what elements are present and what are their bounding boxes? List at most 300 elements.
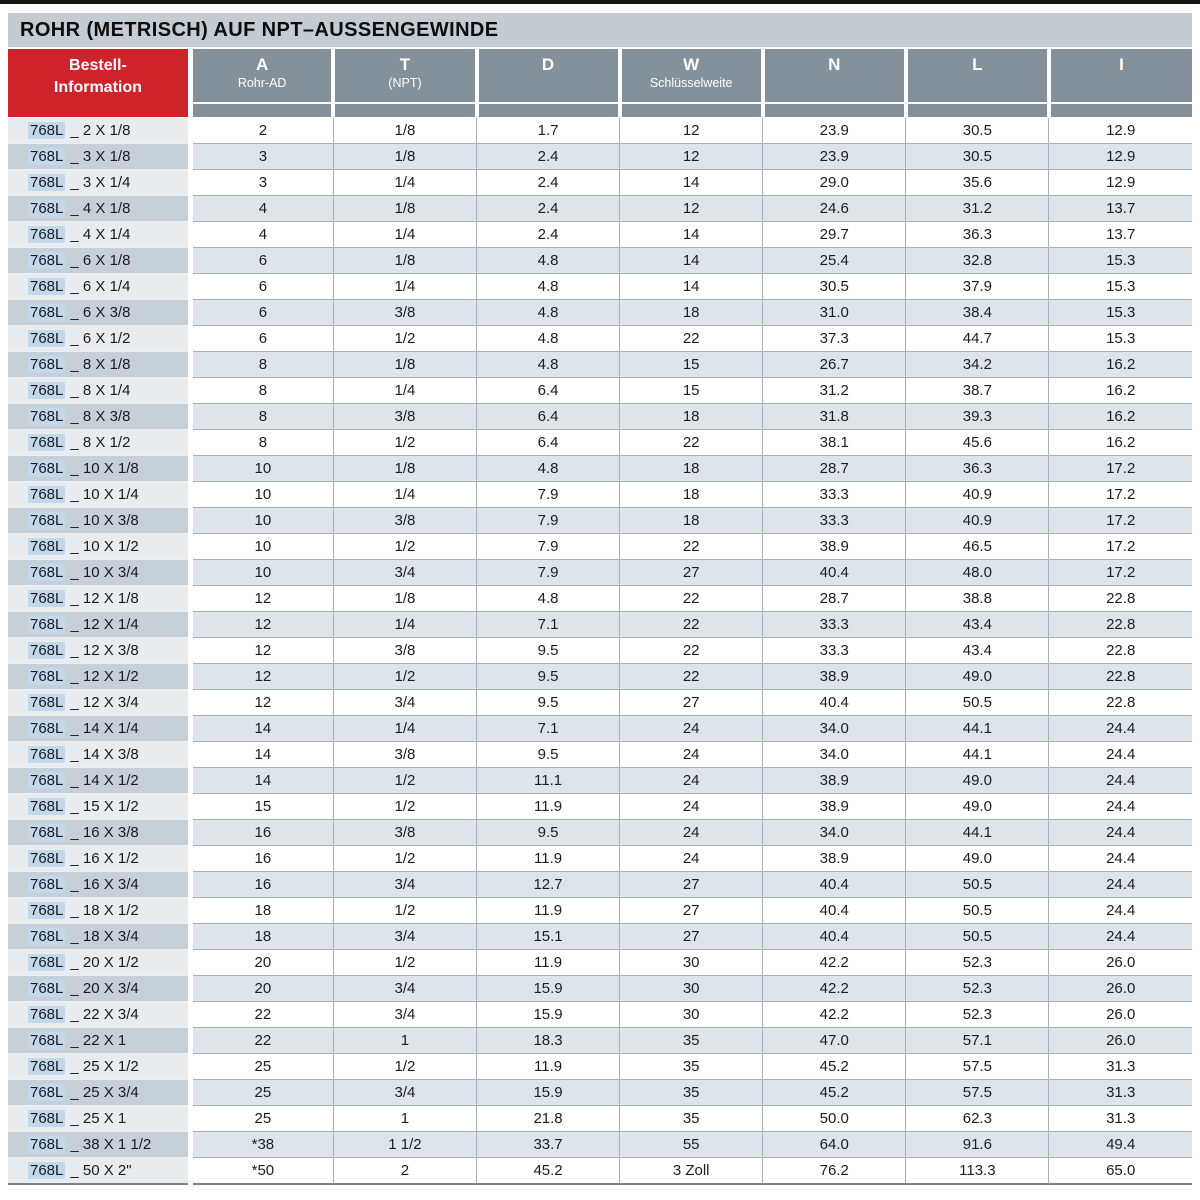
order-code-cell [8,742,190,768]
value-a: 18 [190,898,333,924]
value-l: 91.6 [906,1132,1049,1158]
table-row [8,274,1192,300]
value-a: 10 [190,482,333,508]
value-d: 1.7 [477,118,620,144]
order-code-prefix: 768L [30,148,64,165]
value-d: 6.4 [477,378,620,404]
value-t: 3/8 [333,820,476,846]
table-row [8,170,1192,196]
value-w: 18 [620,456,763,482]
value-l: 50.5 [906,872,1049,898]
order-code-prefix: 768L [30,252,64,269]
value-a: 22 [190,1028,333,1054]
value-w: 3 Zoll [620,1158,763,1184]
value-l: 49.0 [906,768,1049,794]
value-i: 24.4 [1049,872,1192,898]
order-code-rest: _ 10 X 3/4 [70,564,139,581]
order-code-rest: _ 15 X 1/2 [70,798,139,815]
order-code-prefix: 768L [30,460,64,477]
value-a: 25 [190,1054,333,1080]
product-dimension-table [8,49,1192,1185]
order-code-prefix: 768L [30,1110,64,1127]
order-code-rest: _ 4 X 1/4 [70,226,131,243]
col-header-l: L [906,49,1049,118]
value-w: 12 [620,144,763,170]
value-d: 45.2 [477,1158,620,1184]
table-title: ROHR (METRISCH) AUF NPT–AUSSENGEWINDE [8,13,1192,47]
order-code-cell [8,274,190,300]
order-code-prefix: 768L [30,226,64,243]
value-d: 33.7 [477,1132,620,1158]
value-i: 22.8 [1049,638,1192,664]
table-row [8,248,1192,274]
value-a: 6 [190,326,333,352]
order-code-rest: _ 20 X 3/4 [70,980,139,997]
value-w: 30 [620,976,763,1002]
value-a: 3 [190,170,333,196]
value-l: 34.2 [906,352,1049,378]
value-d: 9.5 [477,742,620,768]
value-d: 2.4 [477,144,620,170]
order-code-prefix: 768L [30,850,64,867]
value-l: 44.1 [906,820,1049,846]
value-i: 31.3 [1049,1080,1192,1106]
table-row [8,352,1192,378]
order-code-rest: _ 50 X 2" [70,1161,132,1179]
table-row [8,508,1192,534]
table-row [8,378,1192,404]
value-i: 17.2 [1049,508,1192,534]
table-row [8,196,1192,222]
value-w: 30 [620,950,763,976]
table-row [8,560,1192,586]
order-code-cell [8,508,190,534]
value-l: 30.5 [906,144,1049,170]
value-d: 2.4 [477,170,620,196]
value-l: 52.3 [906,1002,1049,1028]
order-code-rest: _ 3 X 1/8 [70,148,131,165]
order-code-rest: _ 12 X 1/8 [70,590,139,607]
value-n: 64.0 [763,1132,906,1158]
value-w: 24 [620,768,763,794]
value-n: 42.2 [763,1002,906,1028]
order-code-cell [8,664,190,690]
order-code-rest: _ 6 X 1/8 [70,252,131,269]
table-row [8,976,1192,1002]
value-d: 15.9 [477,1080,620,1106]
value-i: 22.8 [1049,690,1192,716]
value-a: 3 [190,144,333,170]
table-row [8,820,1192,846]
value-i: 22.8 [1049,586,1192,612]
col-header-a: A Rohr-AD [190,49,333,118]
order-code-cell [8,1132,190,1158]
order-code-rest: _ 6 X 1/2 [70,330,131,347]
order-code-prefix: 768L [30,174,64,191]
value-t: 3/4 [333,1002,476,1028]
order-code-cell [8,846,190,872]
col-header-t: T (NPT) [333,49,476,118]
order-code-prefix: 768L [30,772,64,789]
value-a: 8 [190,378,333,404]
value-n: 31.0 [763,300,906,326]
value-w: 27 [620,924,763,950]
order-code-cell [8,352,190,378]
value-i: 24.4 [1049,716,1192,742]
value-w: 24 [620,742,763,768]
order-code-prefix: 768L [30,902,64,919]
value-a: 12 [190,586,333,612]
value-n: 40.4 [763,690,906,716]
table-header [8,49,1192,118]
value-w: 27 [620,690,763,716]
order-code-rest: _ 25 X 3/4 [70,1084,139,1101]
value-i: 24.4 [1049,898,1192,924]
value-n: 28.7 [763,586,906,612]
value-n: 34.0 [763,716,906,742]
order-code-rest: _ 4 X 1/8 [70,200,131,217]
value-d: 2.4 [477,222,620,248]
value-i: 15.3 [1049,300,1192,326]
value-t: 1/2 [333,1054,476,1080]
table-row [8,430,1192,456]
order-code-rest: _ 8 X 1/2 [70,434,131,451]
value-l: 113.3 [906,1158,1049,1184]
value-t: 1/4 [333,612,476,638]
table-row [8,1080,1192,1106]
order-code-rest: _ 38 X 1 1/2 [70,1136,152,1153]
order-code-cell [8,482,190,508]
value-i: 13.7 [1049,196,1192,222]
order-code-prefix: 768L [30,1136,64,1153]
value-i: 24.4 [1049,846,1192,872]
order-code-cell [8,898,190,924]
value-w: 22 [620,326,763,352]
value-l: 32.8 [906,248,1049,274]
value-t: 1 [333,1028,476,1054]
value-w: 24 [620,846,763,872]
value-n: 26.7 [763,352,906,378]
value-t: 1/2 [333,534,476,560]
value-l: 46.5 [906,534,1049,560]
value-l: 44.1 [906,716,1049,742]
value-d: 9.5 [477,820,620,846]
value-a: 12 [190,638,333,664]
order-code-prefix: 768L [30,746,64,763]
order-code-cell [8,534,190,560]
order-code-rest: _ 6 X 3/8 [70,304,131,321]
value-t: 3/8 [333,638,476,664]
value-i: 16.2 [1049,378,1192,404]
table-body [8,118,1192,1184]
value-l: 57.5 [906,1080,1049,1106]
order-code-rest: _ 3 X 1/4 [70,174,131,191]
value-l: 39.3 [906,404,1049,430]
value-d: 4.8 [477,586,620,612]
order-code-prefix: 768L [30,720,64,737]
value-d: 9.5 [477,638,620,664]
value-w: 22 [620,534,763,560]
order-code-prefix: 768L [30,1032,64,1049]
value-n: 40.4 [763,898,906,924]
value-n: 31.2 [763,378,906,404]
value-t: 3/4 [333,690,476,716]
value-t: 1/8 [333,456,476,482]
value-n: 42.2 [763,976,906,1002]
value-w: 35 [620,1054,763,1080]
value-t: 3/4 [333,872,476,898]
order-code-cell [8,1028,190,1054]
value-d: 18.3 [477,1028,620,1054]
order-code-rest: _ 8 X 1/8 [70,356,131,373]
value-w: 18 [620,404,763,430]
value-a: 18 [190,924,333,950]
value-i: 22.8 [1049,664,1192,690]
value-n: 25.4 [763,248,906,274]
value-w: 22 [620,612,763,638]
order-code-prefix: 768L [30,876,64,893]
value-a: 6 [190,274,333,300]
value-w: 35 [620,1080,763,1106]
order-code-rest: _ 16 X 3/4 [70,876,139,893]
value-d: 2.4 [477,196,620,222]
order-info-label-line1: Bestell- [69,57,127,75]
value-l: 38.8 [906,586,1049,612]
table-row [8,1106,1192,1132]
value-l: 45.6 [906,430,1049,456]
value-a: 20 [190,976,333,1002]
value-l: 43.4 [906,612,1049,638]
value-n: 45.2 [763,1054,906,1080]
value-i: 31.3 [1049,1054,1192,1080]
value-l: 49.0 [906,664,1049,690]
value-l: 38.4 [906,300,1049,326]
table-row [8,1132,1192,1158]
value-n: 33.3 [763,638,906,664]
value-n: 37.3 [763,326,906,352]
value-t: 1/8 [333,352,476,378]
order-code-cell [8,768,190,794]
value-a: 10 [190,456,333,482]
value-a: *50 [190,1158,333,1184]
table-row [8,924,1192,950]
value-d: 9.5 [477,690,620,716]
value-a: 20 [190,950,333,976]
table-row [8,846,1192,872]
order-code-prefix: 768L [30,824,64,841]
value-d: 9.5 [477,664,620,690]
col-header-d: D [477,49,620,118]
value-t: 3/4 [333,1080,476,1106]
table-row [8,768,1192,794]
order-code-cell [8,326,190,352]
order-code-prefix: 768L [30,642,64,659]
value-n: 33.3 [763,508,906,534]
table-row [8,534,1192,560]
value-n: 45.2 [763,1080,906,1106]
order-code-prefix: 768L [30,382,64,399]
order-code-cell [8,872,190,898]
col-header-i: I [1049,49,1192,118]
value-d: 11.9 [477,1054,620,1080]
value-d: 11.1 [477,768,620,794]
value-l: 36.3 [906,222,1049,248]
table-row [8,118,1192,144]
value-w: 27 [620,560,763,586]
order-code-rest: _ 12 X 1/2 [70,668,139,685]
value-t: 1/2 [333,950,476,976]
table-row [8,612,1192,638]
value-d: 11.9 [477,950,620,976]
table-row [8,872,1192,898]
order-code-prefix: 768L [30,616,64,633]
order-code-prefix: 768L [30,798,64,815]
order-code-cell [8,1002,190,1028]
value-l: 40.9 [906,482,1049,508]
value-n: 33.3 [763,612,906,638]
value-w: 22 [620,638,763,664]
table-row [8,898,1192,924]
value-l: 52.3 [906,976,1049,1002]
order-code-cell [8,820,190,846]
order-code-rest: _ 8 X 3/8 [70,408,131,425]
order-code-prefix: 768L [30,512,64,529]
order-code-cell [8,638,190,664]
value-i: 26.0 [1049,950,1192,976]
order-code-prefix: 768L [30,694,64,711]
order-code-cell [8,612,190,638]
order-code-rest: _ 12 X 1/4 [70,616,139,633]
value-n: 76.2 [763,1158,906,1184]
order-code-prefix: 768L [30,356,64,373]
value-a: 16 [190,820,333,846]
order-code-rest: _ 16 X 3/8 [70,824,139,841]
value-w: 18 [620,508,763,534]
value-d: 12.7 [477,872,620,898]
table-row [8,1158,1192,1184]
order-code-rest: _ 12 X 3/8 [70,642,139,659]
value-t: 1/8 [333,196,476,222]
value-l: 52.3 [906,950,1049,976]
value-a: 8 [190,352,333,378]
order-code-cell [8,1080,190,1106]
order-code-cell [8,456,190,482]
value-w: 24 [620,794,763,820]
order-code-cell [8,430,190,456]
value-n: 38.9 [763,846,906,872]
value-d: 15.1 [477,924,620,950]
value-i: 24.4 [1049,794,1192,820]
value-w: 35 [620,1028,763,1054]
value-a: 10 [190,508,333,534]
table-row [8,950,1192,976]
value-a: 14 [190,716,333,742]
value-n: 38.9 [763,768,906,794]
order-code-rest: _ 18 X 3/4 [70,928,139,945]
value-n: 42.2 [763,950,906,976]
value-i: 17.2 [1049,560,1192,586]
value-n: 38.9 [763,664,906,690]
order-code-rest: _ 2 X 1/8 [70,122,131,139]
value-l: 50.5 [906,898,1049,924]
value-w: 15 [620,378,763,404]
order-code-rest: _ 25 X 1 [70,1110,127,1127]
value-t: 1/2 [333,326,476,352]
value-l: 50.5 [906,924,1049,950]
value-n: 31.8 [763,404,906,430]
order-code-cell [8,196,190,222]
value-w: 18 [620,300,763,326]
value-w: 22 [620,664,763,690]
value-d: 15.9 [477,1002,620,1028]
value-d: 4.8 [477,326,620,352]
value-t: 1/8 [333,144,476,170]
value-a: 10 [190,560,333,586]
order-code-prefix: 768L [30,408,64,425]
value-l: 49.0 [906,846,1049,872]
order-code-prefix: 768L [30,330,64,347]
value-a: 8 [190,430,333,456]
value-d: 11.9 [477,898,620,924]
value-d: 11.9 [477,846,620,872]
value-i: 17.2 [1049,456,1192,482]
table-row [8,690,1192,716]
table-row [8,1028,1192,1054]
value-l: 48.0 [906,560,1049,586]
value-t: 1/4 [333,274,476,300]
value-a: 16 [190,846,333,872]
order-code-cell [8,378,190,404]
value-i: 12.9 [1049,170,1192,196]
value-a: 22 [190,1002,333,1028]
order-code-cell [8,170,190,196]
value-w: 12 [620,196,763,222]
value-n: 30.5 [763,274,906,300]
order-code-cell [8,924,190,950]
value-i: 26.0 [1049,976,1192,1002]
order-code-rest: _ 10 X 1/4 [70,486,139,503]
value-i: 49.4 [1049,1132,1192,1158]
order-code-rest: _ 20 X 1/2 [70,954,139,971]
order-code-prefix: 768L [30,434,64,451]
value-w: 30 [620,1002,763,1028]
value-t: 1/2 [333,768,476,794]
order-code-prefix: 768L [30,304,64,321]
value-i: 15.3 [1049,326,1192,352]
col-header-n: N [763,49,906,118]
table-row [8,716,1192,742]
value-a: 12 [190,664,333,690]
catalog-table-section [8,13,1192,1185]
value-i: 26.0 [1049,1028,1192,1054]
order-code-prefix: 768L [30,200,64,217]
value-d: 21.8 [477,1106,620,1132]
value-l: 35.6 [906,170,1049,196]
value-l: 31.2 [906,196,1049,222]
value-t: 1/8 [333,586,476,612]
page-top-rule [0,0,1200,4]
value-t: 1 1/2 [333,1132,476,1158]
value-a: *38 [190,1132,333,1158]
value-a: 14 [190,742,333,768]
value-l: 44.1 [906,742,1049,768]
value-w: 14 [620,222,763,248]
order-code-rest: _ 14 X 1/2 [70,772,139,789]
table-row [8,794,1192,820]
value-a: 4 [190,222,333,248]
value-i: 31.3 [1049,1106,1192,1132]
value-l: 62.3 [906,1106,1049,1132]
